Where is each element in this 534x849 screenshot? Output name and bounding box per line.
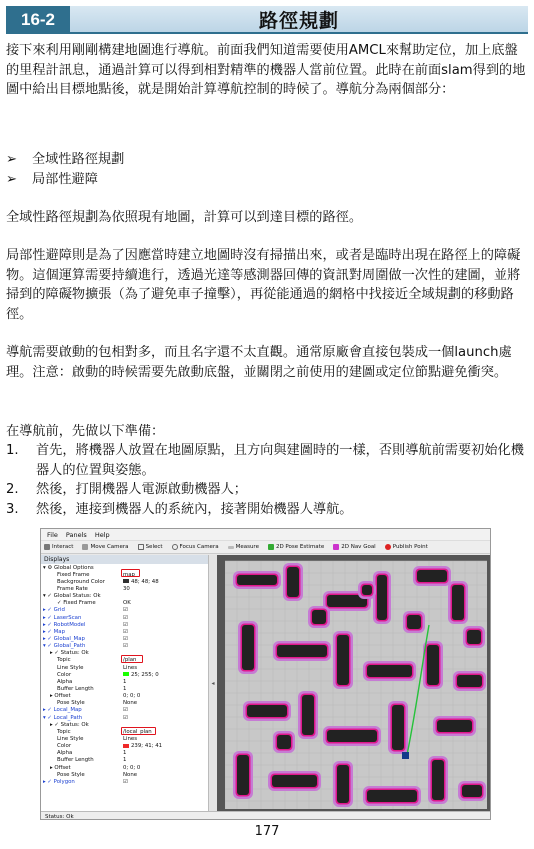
property-value: ☑ xyxy=(123,778,128,785)
move-icon xyxy=(82,544,88,550)
cursor-icon xyxy=(44,544,50,550)
obstacle xyxy=(462,785,482,797)
preparation-intro: 在導航前，先做以下準備： xyxy=(6,424,165,439)
property-name: Pose Style xyxy=(57,771,85,778)
displays-tree xyxy=(41,564,208,785)
obstacle xyxy=(337,635,349,685)
step-item: 3. 然後，連接到機器人的系統內，接著開始機器人導航。 xyxy=(6,501,353,517)
green-arrow-icon xyxy=(268,544,274,550)
tool-interact[interactable]: Interact xyxy=(44,544,73,550)
display-property-row[interactable] xyxy=(41,700,208,707)
steps-list xyxy=(6,441,528,519)
map-margin xyxy=(217,555,225,811)
property-name: ▸ ✓ Local_Map xyxy=(43,707,82,714)
property-value: 0; 0; 0 xyxy=(123,764,141,771)
obstacle xyxy=(277,735,291,749)
property-value: 1 xyxy=(123,750,127,757)
navigation-launch-paragraph: 導航需要啟動的包相對多，而且名字還不太直觀。通常原廠會直接包裝成一個launch處理。注意：啟動的時候需要先啟動底盤，並關閉之前使用的建圖或定位節點避免衝突。 xyxy=(6,345,512,380)
property-name: Pose Style xyxy=(57,700,85,707)
tool-measure[interactable]: Measure xyxy=(228,544,259,550)
property-name: ▸ ✓ Status: Ok xyxy=(50,650,89,657)
property-name: ▸ Offset xyxy=(50,693,71,700)
display-property-row[interactable] xyxy=(41,714,208,721)
property-name: Buffer Length xyxy=(57,757,94,764)
obstacle xyxy=(467,630,481,644)
display-property-row[interactable] xyxy=(41,707,208,714)
display-property-row[interactable] xyxy=(41,600,208,607)
obstacle xyxy=(247,705,287,717)
property-value: Lines xyxy=(123,664,138,671)
property-value: 48; 48; 48 xyxy=(123,579,159,585)
menu-help[interactable]: Help xyxy=(94,530,110,539)
pin-icon xyxy=(385,544,391,550)
costmap-render xyxy=(217,555,491,811)
display-property-row[interactable] xyxy=(41,643,208,650)
property-name: Color xyxy=(57,671,72,678)
color-swatch xyxy=(123,672,129,676)
property-value: Lines xyxy=(123,735,138,742)
robot-marker xyxy=(402,752,409,759)
property-name: Alpha xyxy=(57,678,73,685)
obstacle xyxy=(457,675,482,687)
plan-topic-highlight xyxy=(121,655,143,663)
tool-move-camera[interactable]: Move Camera xyxy=(82,544,128,550)
property-name: ▾ ✓ Global Status: Ok xyxy=(43,593,101,600)
obstacle xyxy=(432,760,444,800)
property-value: 30 xyxy=(123,585,130,592)
map-viewport[interactable] xyxy=(217,555,491,811)
property-name: Frame Rate xyxy=(57,585,88,592)
property-value: 1 xyxy=(123,757,127,764)
obstacle xyxy=(417,570,447,582)
menu-panels[interactable]: Panels xyxy=(65,530,87,539)
property-name: Fixed Frame xyxy=(57,571,90,578)
displays-panel-title: Displays xyxy=(41,555,208,564)
display-property-row[interactable] xyxy=(41,678,208,685)
property-value: ☑ xyxy=(123,643,128,650)
obstacle xyxy=(242,625,254,670)
display-property-row[interactable] xyxy=(41,750,208,757)
obstacle xyxy=(302,695,314,735)
display-property-row[interactable] xyxy=(41,778,208,785)
obstacle xyxy=(362,585,372,595)
property-name: ▾ ✓ Local_Path xyxy=(43,714,83,721)
property-name: Topic xyxy=(57,657,71,664)
display-property-row[interactable] xyxy=(41,743,208,750)
section-title: 路徑規劃 xyxy=(70,6,528,34)
tool-2d-nav-goal[interactable]: 2D Nav Goal xyxy=(333,544,376,550)
property-value: None xyxy=(123,700,138,707)
bullet-item: ➢ 局部性避障 xyxy=(6,170,528,190)
property-value: ☑ xyxy=(123,714,128,721)
property-name: ▸ ✓ Global_Map xyxy=(43,635,85,642)
obstacle xyxy=(312,610,326,624)
display-property-row[interactable] xyxy=(41,628,208,635)
property-value: ☑ xyxy=(123,614,128,621)
color-swatch xyxy=(123,744,129,748)
tool-select[interactable]: Select xyxy=(138,544,163,550)
property-name: ▾ ⚙ Global Options xyxy=(43,564,94,571)
tool-publish-point[interactable]: Publish Point xyxy=(385,544,428,550)
property-value: 1 xyxy=(123,678,127,685)
pink-arrow-icon xyxy=(333,544,339,550)
display-property-row[interactable] xyxy=(41,635,208,642)
section-number: 16-2 xyxy=(6,6,70,34)
property-name: Alpha xyxy=(57,750,73,757)
property-value: ☑ xyxy=(123,635,128,642)
obstacle xyxy=(337,765,349,803)
property-name: Buffer Length xyxy=(57,685,94,692)
obstacle xyxy=(427,645,439,685)
display-property-row[interactable] xyxy=(41,735,208,742)
obstacle xyxy=(272,775,317,787)
display-property-row[interactable] xyxy=(41,757,208,764)
display-property-row[interactable] xyxy=(41,585,208,592)
property-name: ▸ ✓ Grid xyxy=(43,607,65,614)
local-avoidance-paragraph: 局部性避障則是為了因應當時建立地圖時沒有掃描出來，或者是臨時出現在路徑上的障礙物。這個運算需要持續進行，透過光達等感測器回傳的資訊對周圍做一次性的建圖，並將掃到的障礙物擴張（為了避免車子撞擊），再從能通過的網格中找接近全域規劃的移動路徑。 xyxy=(6,248,521,322)
obstacle xyxy=(277,645,327,657)
bullet-list xyxy=(6,150,528,189)
displays-panel xyxy=(41,555,209,811)
ruler-icon xyxy=(228,546,234,549)
property-name: ▾ ✓ Global_Path xyxy=(43,643,86,650)
property-name: Color xyxy=(57,743,72,750)
section-header xyxy=(6,6,528,34)
display-property-row[interactable] xyxy=(41,771,208,778)
property-name: ▸ Offset xyxy=(50,764,71,771)
fixed-frame-highlight xyxy=(121,569,140,577)
obstacle xyxy=(287,567,299,597)
property-value: ☑ xyxy=(123,607,128,614)
rviz-menubar xyxy=(41,529,490,541)
property-value: /local_plan xyxy=(123,728,152,735)
obstacle xyxy=(392,705,404,750)
property-value: 1 xyxy=(123,685,127,692)
global-planning-paragraph: 全域性路徑規劃為依照現有地圖，計算可以到達目標的路徑。 xyxy=(6,210,363,225)
rviz-toolbar xyxy=(41,541,490,554)
target-icon xyxy=(172,544,178,550)
property-value: /plan xyxy=(123,657,137,664)
obstacle xyxy=(367,665,412,677)
select-icon xyxy=(138,544,144,550)
display-property-row[interactable] xyxy=(41,621,208,628)
tool-2d-pose-estimate[interactable]: 2D Pose Estimate xyxy=(268,544,324,550)
step-item: 2. 然後，打開機器人電源啟動機器人； xyxy=(6,482,247,497)
property-value: None xyxy=(123,771,138,778)
property-name: Background Color xyxy=(57,578,105,585)
display-property-row[interactable] xyxy=(41,607,208,614)
display-property-row[interactable] xyxy=(41,593,208,600)
property-name: Line Style xyxy=(57,664,84,671)
bullet-item: ➢ 全域性路徑規劃 xyxy=(6,150,528,170)
property-name: ▸ ✓ Polygon xyxy=(43,778,75,785)
property-name: ▸ ✓ LaserScan xyxy=(43,614,82,621)
local-plan-topic-highlight xyxy=(121,727,156,735)
display-property-row[interactable] xyxy=(41,764,208,771)
property-name: ▸ ✓ Status: Ok xyxy=(50,721,89,728)
property-value: ☑ xyxy=(123,621,128,628)
display-property-row[interactable] xyxy=(41,671,208,678)
obstacle xyxy=(367,790,417,802)
obstacle xyxy=(407,615,421,629)
step-item: 1. 首先，將機器人放置在地圖原點，且方向與建圖時的一樣，否則導航前需要初始化機器人的位置與姿態。 xyxy=(6,443,524,478)
property-value: 239; 41; 41 xyxy=(123,743,162,749)
property-name: Topic xyxy=(57,728,71,735)
display-property-row[interactable] xyxy=(41,693,208,700)
page-number: 177 xyxy=(254,824,280,839)
display-property-row[interactable] xyxy=(41,685,208,692)
bullet-marker: ➢ xyxy=(6,152,18,167)
status-bar: Status: Ok xyxy=(41,811,491,820)
property-name: Line Style xyxy=(57,735,84,742)
display-property-row[interactable] xyxy=(41,664,208,671)
property-value: OK xyxy=(123,600,131,607)
tool-focus-camera[interactable]: Focus Camera xyxy=(172,544,219,550)
property-name: ▸ ✓ Map xyxy=(43,628,66,635)
color-swatch xyxy=(123,579,129,583)
bullet-marker: ➢ xyxy=(6,171,18,187)
obstacle xyxy=(452,585,464,620)
display-property-row[interactable] xyxy=(41,578,208,585)
rviz-screenshot xyxy=(40,528,491,820)
obstacle xyxy=(377,575,387,620)
obstacle xyxy=(237,575,277,585)
property-name: ▸ ✓ RobotModel xyxy=(43,621,86,628)
obstacle xyxy=(327,730,377,742)
property-value: 0; 0; 0 xyxy=(123,693,141,700)
obstacle xyxy=(237,755,249,795)
panel-splitter[interactable]: ◂ xyxy=(209,555,217,811)
obstacle xyxy=(437,720,472,732)
property-value: ☑ xyxy=(123,707,128,714)
property-value: ☑ xyxy=(123,628,128,635)
intro-paragraph: 接下來利用剛剛構建地圖進行導航。前面我們知道需要使用AMCL來幫助定位，加上底盤的里程計訊息，通過計算可以得到相對精準的機器人當前位置。此時在前面slam得到的地圖中給出目標地點後，就是開始計算導航控制的時候了。導航分為兩個部分： xyxy=(6,43,526,97)
display-property-row[interactable] xyxy=(41,614,208,621)
property-value: 25; 255; 0 xyxy=(123,672,159,678)
menu-file[interactable]: File xyxy=(47,530,58,539)
property-name: ✓ Fixed Frame xyxy=(57,600,96,607)
property-value: map xyxy=(123,571,135,578)
